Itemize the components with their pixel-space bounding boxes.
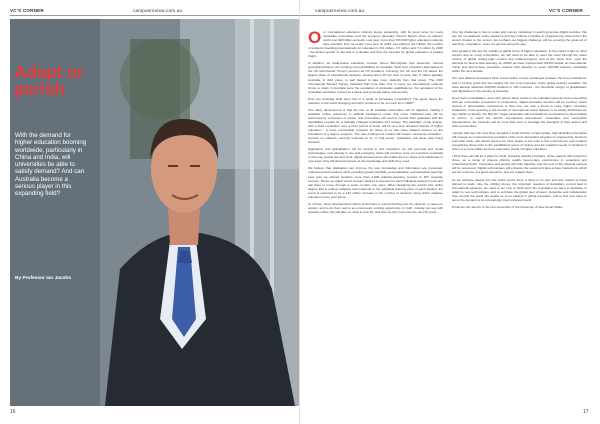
article-paragraph: Also pivotal in this are the mobility of global forms of higher education. In the impact it has on other sectors and on many universities, we will need to be able to meet the need through the sheer volume of global cutting-edge content and student-support, and at the same time, meet the demand for face-to-face learning. At UNSW we have implemented UNSW Global, an international, online and face-to-face education network with capacity to serve 100,000 learners worldwide within the next decade. bbox=[452, 49, 587, 74]
article-paragraph: As we advance deeper into the online world, there is likely to be less and less reason to travel abroad to study. Like the shifting dunes, the important question of Australia's current lead in international students, we need to act now to build upon the foundation we have in Australia, to adapt to new technologies, and to embrace the global pool of talent. Expertise and collaboration from around the world will enable us to be leaders in global education, and to find new ways to serve the demand of an increasingly interconnected world. bbox=[452, 177, 587, 202]
article-paragraph: In addition, as trade-based education minister Simon Birmingham has observed, 'various geopolitical factors' are creating new possibilities for Australia. Sixth-form education alternatives to the UK and Donald Trump's election as US president. Currently, the UK and the US attract the largest share of international students, hosting about 15 per cent of more than 5 million globally. Australia, in third place, is well placed to take more students from that group. The 2016 International Student Survey indicated that more than nine in every ten international students chose to study in Australia were the reputation of Australian qualifications, the reputation of the Australian education system as a whole and personal safety and security. bbox=[308, 61, 443, 94]
article-column-1 bbox=[308, 30, 443, 400]
article-paragraph: I predict that over the next three decades a small number of high-quality, high-flexibility universities will emerge as comprehensive providers of the most demanded programs in engineering, business and other fields. We will all need to be more aware of the risks in this environment, and certainly recognising those risks to the established norms of tertiary and the practical needs of students in terms of a more stable and less expensive model of higher education. bbox=[452, 131, 587, 152]
article-paragraph: Digitisation and globalisation will be central to this revolution, as will personal and social technologies, now already in use and emerging. Ideas will continue to be an important constraint on the way people live and work; digital developments will enable them to share and collaborate in new ways; they will demand access to the knowledge and skills they need. bbox=[308, 147, 443, 164]
author-bio: Professor Ian Jacobs is the vice-chancellor of the University of New South Wales. bbox=[452, 204, 564, 209]
article-paragraph: One big challenge is how to retain and convey inspiration in teaching across digital modules. We can set up elaborate online platforms and buy millions of dollars in programming content from the lecture theatre to the screen, but perhaps our biggest challenge will be ensuring the great art of teaching - inspiration - does not get lost along the way. bbox=[452, 30, 587, 47]
header-rule bbox=[10, 15, 300, 16]
right-page bbox=[300, 0, 600, 424]
article-paragraph: How can Australia build upon this in a world of increasing uncertainty? The quest raises the question: is the world changing and will it continue to be so much as in 1846? bbox=[308, 96, 443, 105]
section-label: VC'S CORNER bbox=[10, 8, 44, 13]
article-standfirst: With the demand for higher education booming worldwide, particularly in China and India, will universities be able to satisfy demand? And can Australia become a serious player in this expanding field? bbox=[15, 132, 87, 198]
page-number-left: 16 bbox=[10, 409, 16, 415]
article-headline: Adapt or perish bbox=[14, 62, 84, 99]
article-paragraph: Does such consolidation, and many others, likely evolve in the education area as more universities with our universities cooperate? In perspective, digital education services will be evolved, where dozens of automatable components of their role, are now a threat to many higher education institutions. Once learning in the domain of international online delivery is as widely distributed as, say, Netflix or Spotify, the 'Big Six' mega-universities will eventually be constrained by their inability to reform, to reach the world's international fast-follower universities and competitive independents: the pressure will be more than ever to leverage the strengths of their alumni and their communities. bbox=[452, 95, 587, 128]
drop-cap: O bbox=[308, 30, 322, 47]
article-paragraph: To survive, these developments will be at all times to ensure that they are for students, a cause for anxiety, and to do them well is an enormously exciting opportunity. In truth, nobody can say with certainty where this will take us, what to look for, and how we will cross over the next 20 years. bbox=[308, 201, 443, 214]
article-paragraph: Our international education industry keeps expanding, with its good news for many Australian universities and the economy generally. Recent figures show an industry worth over $20 billion annually. Last year, more than 700,000 higher education students were enrolled, from up nearly 3 per cent on 2015. According to the OECD, the number of students travelling internationally for education is 5.9 million, 4.5 million and 7.2 million by 2025 - the fastest growth of demand in a decade and thus the forecast for global education is looking bright. bbox=[308, 30, 443, 59]
article-paragraph: I think there will still be a place for local, culturally specific providers, niche markets will expand for those, as a range of players offering quality face-to-face experiences in vocational and professional fields. Computers and people will work together, and the best of the physical campus will be preserved. Digital technologies will enhance the social and face-to-face interactions which are the essence of a great education, and not replace them. bbox=[452, 154, 587, 175]
site-url-right: campusreview.com.au bbox=[315, 8, 365, 13]
site-url: campusreview.com.au bbox=[133, 8, 183, 13]
header-rule-right bbox=[300, 15, 590, 16]
article-paragraph: We believe that digitisation can improve the way knowledge and information are presented, understood and retained, while providing greater flexibility, personalisation and interactive learning. Last year we offered students more than 2,000 adaptive-learning courses to 807 separate courses. These so-called 'smart' lessons tailored to account for each individual student's level and ask them to move through a series of their own pace. When designing the world's first online degree that is entirely adaptive and responds to the individual learning pace of each student, the result is expected to be a 120 million increase in the number of students using online adaptive education in the near future. bbox=[308, 166, 443, 199]
page-number-right: 17 bbox=[583, 409, 589, 415]
article-paragraph: Our new alliance developed three recent online course exchanges between the three institutions, and in coming years this will expand into the most extensive online global network available. We have already attracted 200,000 students in 130 countries - the beneficial merger of globalisation and digitisation in the service of humanity. bbox=[452, 76, 587, 93]
article-byline: By Professor Ian Jacobs bbox=[15, 276, 71, 281]
article-paragraph: One likely development is that the rise of all available information will be digitised, making it available online. Advances in artificial intelligence mean that many traditional jobs will be performed by computers or robots, and universities will need to provide their graduates with the capabilities needed for a radically changed workplace and society. The paradigm of the degree, with a fixed curriculum over a fixed period of study, will be at a less dominant feature of higher education - a more comfortable prospect for those of us who have shaped careers on the foundation of a degree program. The new employment market will require continuing education - courses on subjects currently unknown to us. In that sense, 'graduates' will never stop being students. bbox=[308, 107, 443, 145]
section-label-right: VC'S CORNER bbox=[549, 8, 583, 13]
article-column-2 bbox=[452, 30, 587, 400]
